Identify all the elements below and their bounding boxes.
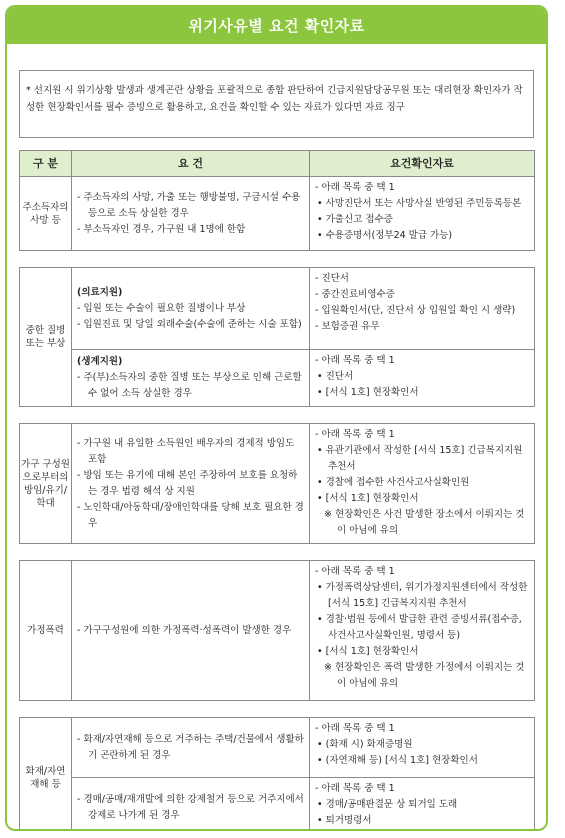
requirement-cell [72,424,310,544]
requirement-item: - 주(부)소득자의 중한 질병 또는 부상으로 인해 근로할 수 없어 소득 상실한 경우 [77,372,302,399]
document-item: - 아래 목록 중 택 1 [315,355,395,366]
header-category: 구 분 [20,151,72,177]
document-item: • 퇴거명령서 [317,815,372,826]
document-item: - 아래 목록 중 택 1 [315,182,395,193]
documents-cell [310,350,535,407]
documents-cell [310,268,535,350]
documents-cell [310,718,535,778]
document-item: • 유관기관에서 작성한 [서식 15호] 긴급복지지원 추천서 [317,445,523,472]
requirement-item: - 경매/공매/재개발에 의한 강제철거 등으로 거주지에서 강제로 나가게 된 경우 [77,793,304,821]
document-item: • 진단서 [317,371,354,382]
document-item: • [서식 1호] 현장확인서 [317,387,419,398]
requirements-table [19,717,535,831]
documents-cell [310,177,535,251]
document-item: • 경찰·법원 등에서 발급한 관련 증빙서류(접수증, 사건사고사실확인원, 명령서 등) [317,614,522,641]
table-row [20,268,535,350]
document-item: • [서식 1호] 현장확인서 [317,646,419,657]
table-row [20,718,535,778]
requirement-item: - 주소득자의 사망, 가출 또는 행방불명, 구금시설 수용 등으로 소득 상실한 경우 [77,191,301,219]
document-item: • 사망진단서 또는 사망사실 반영된 주민등록등본 [317,198,522,209]
category-cell: 주소득자의 사망 등 [20,177,72,251]
document-note: ※ 현장확인은 폭력 발생한 가정에서 이뤄지는 것이 아님에 유의 [324,662,525,689]
requirements-table [19,560,535,701]
intro-note: * 선지원 시 위기상황 발생과 생계곤란 상황을 포괄적으로 종합 판단하여 긴급지원담당공무원 또는 대리현장 확인자가 작성한 현장확인서를 필수 증빙으로 활용하고, 요건을 확인할 수 있는 자료가 있다면 자료 징구 [19,70,534,138]
requirements-table [19,423,535,544]
document-note: ※ 현장확인은 사건 발생한 장소에서 이뤄지는 것이 아님에 유의 [324,509,525,536]
requirement-cell [72,561,310,701]
content [19,52,534,831]
table-row [20,778,535,832]
document-item: • 경매/공매판결문 상 퇴거일 도래 [317,799,458,810]
document-item: - 입원확인서(단, 진단서 상 입원일 확인 시 생략) [315,305,516,316]
table-row [20,424,535,544]
documents-cell [310,424,535,544]
table-row [20,561,535,701]
category-cell: 중한 질병 또는 부상 [20,268,72,407]
document-item: - 중간진료비영수증 [315,289,395,300]
document-item: • [서식 1호] 현장확인서 [317,493,419,504]
document-item: - 아래 목록 중 택 1 [315,783,395,794]
header-requirement: 요 건 [72,151,310,177]
requirement-heading: (생계지원) [77,356,123,367]
documents-cell [310,561,535,701]
requirement-item: - 입원진료 및 당일 외래수술(수술에 준하는 시술 포함) [77,318,302,330]
document-item: • 가정폭력상담센터, 위기가정지원센터에서 작성한 [서식 15호] 긴급복지지원 추천서 [317,582,528,609]
document-item: • (자연재해 등) [서식 1호] 현장확인서 [317,755,478,766]
category-cell: 화재/자연재해 등 [20,718,72,832]
documents-cell [310,778,535,832]
requirement-item: - 입원 또는 수술이 필요한 질병이나 부상 [77,302,246,314]
document-item: • 가출신고 접수증 [317,214,393,225]
requirement-item: - 가구원 내 유일한 소득원인 배우자의 경제적 방임도 포함 [77,437,295,465]
requirements-table [19,150,535,251]
requirement-item: - 화재/자연재해 등으로 거주하는 주택/건물에서 생활하기 곤란하게 된 경우 [77,733,304,761]
document-item: - 진단서 [315,273,349,284]
requirement-item: - 노인학대/아동학대/장애인학대를 당해 보호 필요한 경우 [77,501,304,529]
document-item: • 수용증명서(정부24 발급 가능) [317,230,453,241]
requirement-heading: (의료지원) [77,286,123,298]
requirement-item: - 방임 또는 유기에 대해 본인 주장하여 보호를 요청하는 경우 법령 해석 상 지원 [77,469,298,497]
requirement-cell [72,718,310,778]
requirement-cell [72,778,310,832]
document-item: • (화재 시) 화재증명원 [317,739,413,750]
requirements-table [19,267,535,407]
category-cell: 가정폭력 [20,561,72,701]
category-cell: 가구 구성원으로부터의 방임/유기/학대 [20,424,72,544]
table-row [20,177,535,251]
table-row [20,350,535,407]
requirement-cell [72,177,310,251]
requirement-item: - 가구구성원에 의한 가정폭력·성폭력이 발생한 경우 [77,624,292,636]
requirement-cell [72,268,310,350]
page-title: 위기사유별 요건 확인자료 [7,7,546,44]
requirement-cell [72,350,310,407]
requirement-item: - 부소득자인 경우, 가구원 내 1명에 한함 [77,223,246,235]
header-documents: 요건확인자료 [310,151,535,177]
document-item: • 경찰에 접수한 사건사고사실확인원 [317,477,470,488]
document-item: - 보험증권 유무 [315,321,380,332]
document-frame [5,5,548,831]
document-item: - 아래 목록 중 택 1 [315,429,395,440]
document-item: - 아래 목록 중 택 1 [315,566,395,577]
document-item: - 아래 목록 중 택 1 [315,723,395,734]
